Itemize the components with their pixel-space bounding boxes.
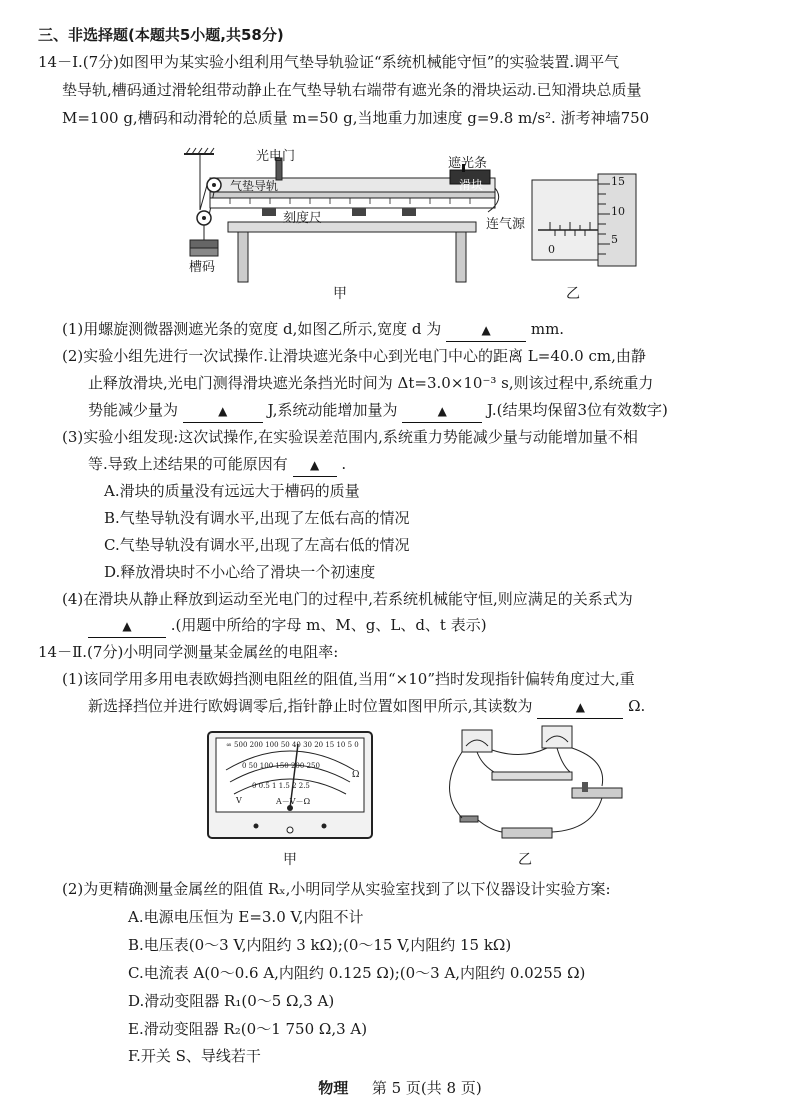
item-b: B.电压表(0～3 V,内阻约 3 kΩ);(0～15 V,内阻约 15 kΩ) [128, 936, 512, 954]
mic-label-15: 15 [611, 175, 625, 188]
footer-page-number: 第 5 页(共 8 页) [371, 1079, 482, 1097]
q14i-part2-line3: 势能减少量为 ▲ J,系统动能增加量为 ▲ J.(结果均保留3位有效数字) [88, 399, 668, 423]
option-a[interactable]: A.滑块的质量没有远远大于槽码的质量 [104, 482, 360, 500]
q14ii-title: 14－Ⅱ.(7分)小明同学测量某金属丝的电阻率: [38, 643, 339, 661]
mic-label-5: 5 [611, 233, 618, 246]
item-c: C.电流表 A(0～0.6 A,内阻约 0.125 Ω);(0～3 A,内阻约 0.0255 Ω) [128, 964, 586, 982]
answer-blank-reason[interactable]: ▲ [293, 454, 337, 477]
multimeter-jia-caption: 甲 [283, 852, 297, 868]
answer-blank-relation[interactable]: ▲ [88, 615, 166, 638]
meter-avo-label: A－V－Ω [276, 797, 311, 806]
q14i-part3-line1: (3)实验小组发现:这次试操作,在实验误差范围内,系统重力势能减少量与动能增加量不相 [62, 428, 638, 446]
q14ii-part1-line2: 新选择挡位并进行欧姆调零后,指针静止时位置如图甲所示,其读数为 ▲ Ω. [88, 695, 645, 719]
q14ii-part2-line1: (2)为更精确测量金属丝的阻值 Rₓ,小明同学从实验室找到了以下仪器设计实验方案: [62, 880, 611, 898]
circuit-figure [432, 720, 632, 850]
item-f: F.开关 S、导线若干 [128, 1047, 261, 1065]
meter-omega-symbol: Ω [352, 770, 360, 780]
q14i-part1: (1)用螺旋测微器测遮光条的宽度 d,如图乙所示,宽度 d 为 ▲ mm. [62, 318, 564, 342]
label-scale: 刻度尺 [283, 211, 323, 226]
q14i-part2-line2: 止释放滑块,光电门测得滑块遮光条挡光时间为 Δt=3.0×10⁻³ s,则该过程中,系统重力 [88, 374, 654, 392]
answer-blank-width[interactable]: ▲ [446, 319, 526, 342]
q14i-part3-line2: 等.导致上述结果的可能原因有 ▲ . [88, 453, 346, 477]
q14i-part2-line1: (2)实验小组先进行一次试操作.让滑块遮光条中心到光电门中心的距离 L=40.0 cm,由静 [62, 347, 646, 365]
answer-blank-potential-energy[interactable]: ▲ [183, 400, 263, 423]
figure-yi-caption: 乙 [566, 286, 580, 302]
label-shading-strip: 遮光条 [448, 156, 488, 171]
meter-v-label: V [236, 796, 242, 805]
q14i-intro-line2: 垫导轨,槽码通过滑轮组带动静止在气垫导轨右端带有遮光条的滑块运动.已知滑块总质量 [62, 81, 642, 99]
answer-blank-resistance[interactable]: ▲ [537, 696, 623, 719]
section-title: 三、非选择题(本题共5小题,共58分) [38, 26, 284, 44]
meter-low-scale: 0 0.5 1 1.5 2 2.5 [252, 782, 310, 790]
label-slider: 滑块 [459, 178, 484, 192]
label-air-source: 连气源 [486, 217, 526, 232]
option-d[interactable]: D.释放滑块时不小心给了滑块一个初速度 [104, 563, 376, 581]
figure-jia-caption: 甲 [333, 286, 347, 302]
label-photogate: 光电门 [256, 149, 296, 164]
label-air-track: 气垫导轨 [230, 179, 279, 193]
circuit-yi-caption: 乙 [518, 852, 532, 868]
meter-ohm-scale: ∞ 500 200 100 50 40 30 20 15 10 5 0 [226, 741, 359, 749]
meter-mid-scale: 0 50 100 150 200 250 [242, 762, 320, 770]
footer-subject: 物理 [318, 1079, 349, 1097]
q14i-intro-line1: 14－Ⅰ.(7分)如图甲为某实验小组利用气垫导轨验证“系统机械能守恒”的实验装置.调平气 [38, 53, 620, 71]
q14i-part4-line2: ▲ .(用题中所给的字母 m、M、g、L、d、t 表示) [88, 614, 487, 638]
item-e: E.滑动变阻器 R₂(0～1 750 Ω,3 A) [128, 1020, 368, 1038]
option-b[interactable]: B.气垫导轨没有调水平,出现了左低右高的情况 [104, 509, 410, 527]
answer-blank-kinetic-energy[interactable]: ▲ [402, 400, 482, 423]
item-a: A.电源电压恒为 E=3.0 V,内阻不计 [128, 908, 364, 926]
q14i-part4-line1: (4)在滑块从静止释放到运动至光电门的过程中,若系统机械能守恒,则应满足的关系式为 [62, 590, 633, 608]
page-footer [0, 1077, 800, 1098]
item-d: D.滑动变阻器 R₁(0～5 Ω,3 A) [128, 992, 335, 1010]
mic-label-10: 10 [611, 205, 625, 218]
q14ii-part1-line1: (1)该同学用多用电表欧姆挡测电阻丝的阻值,当用“×10”挡时发现指针偏转角度过大,重 [62, 670, 635, 688]
mic-label-0: 0 [548, 243, 555, 256]
q14i-intro-line3: M=100 g,槽码和动滑轮的总质量 m=50 g,当地重力加速度 g=9.8 m/s². 浙考神墙750 [62, 109, 650, 127]
option-c[interactable]: C.气垫导轨没有调水平,出现了左高右低的情况 [104, 536, 410, 554]
label-weight: 槽码 [189, 260, 216, 275]
